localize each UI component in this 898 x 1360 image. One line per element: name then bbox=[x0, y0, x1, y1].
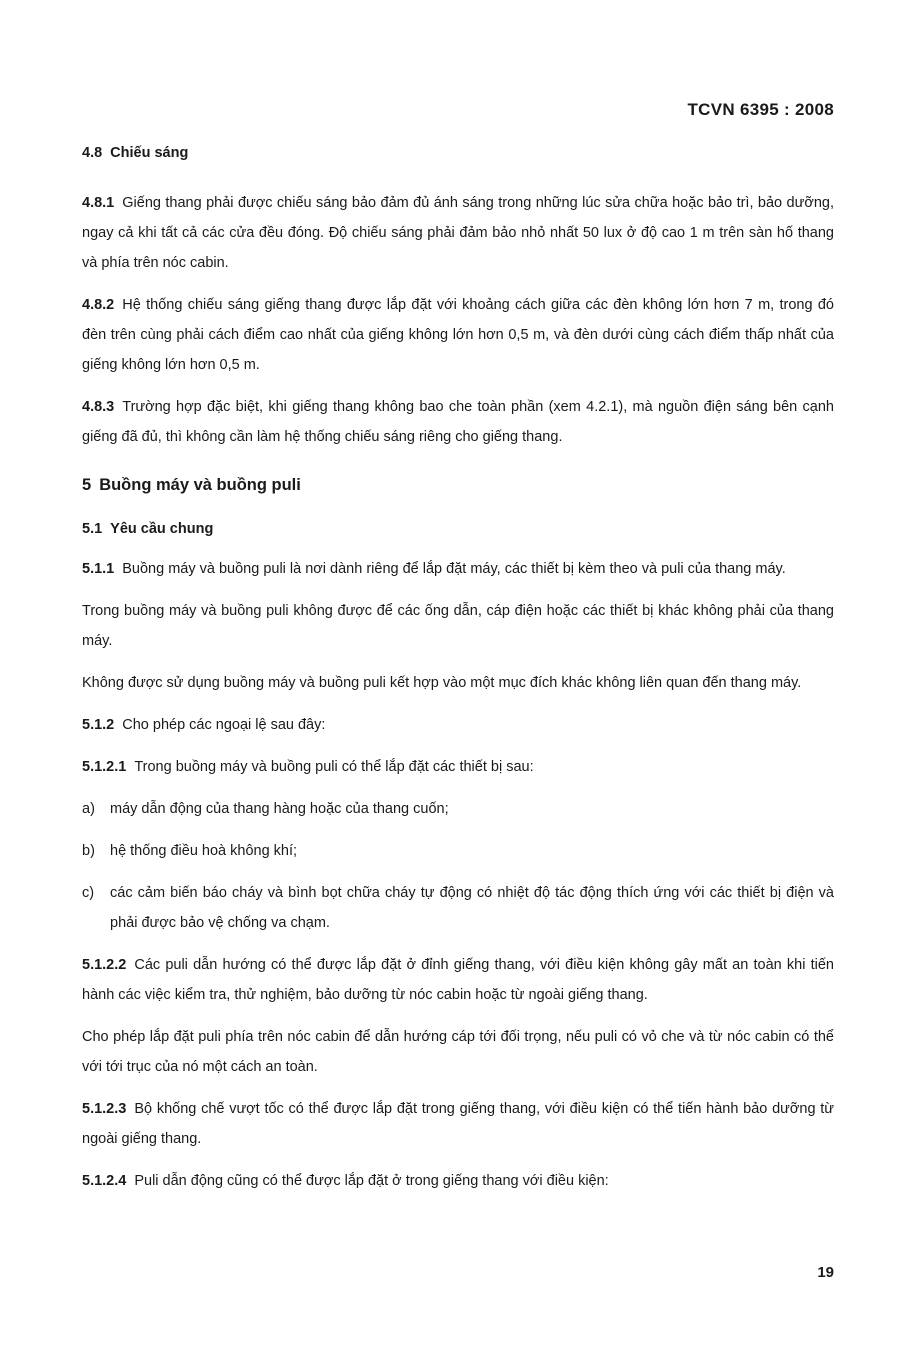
clause-number: 5.1.2.2 bbox=[82, 957, 127, 973]
clause-5-1-2-3 bbox=[82, 1094, 834, 1154]
clause-text: Buồng máy và buồng puli là nơi dành riêng để lắp đặt máy, các thiết bị kèm theo và puli của thang máy. bbox=[122, 561, 786, 577]
clause-number: 5.1.2.1 bbox=[82, 759, 127, 775]
clause-number: 4.8.1 bbox=[82, 195, 115, 211]
clause-5-1-2 bbox=[82, 710, 834, 740]
section-4-8-heading bbox=[82, 138, 834, 168]
clause-text: Các puli dẫn hướng có thể được lắp đặt ở đỉnh giếng thang, với điều kiện không gây mất an toàn khi tiến hành các việc kiểm tra, thử nghiệm, bảo dưỡng từ nóc cabin hoặc từ ngoài giếng thang. bbox=[82, 957, 834, 1003]
list-text: hệ thống điều hoà không khí; bbox=[110, 843, 298, 859]
clause-number: 4.8.2 bbox=[82, 297, 115, 313]
clause-text: Puli dẫn động cũng có thể được lắp đặt ở trong giếng thang với điều kiện: bbox=[134, 1173, 609, 1189]
section-number: 5.1 bbox=[82, 521, 103, 537]
list-item bbox=[82, 878, 834, 938]
section-5-heading bbox=[82, 470, 834, 500]
clause-5-1-2-2 bbox=[82, 950, 834, 1010]
section-title: Chiếu sáng bbox=[110, 145, 189, 161]
clause-number: 5.1.2.3 bbox=[82, 1101, 127, 1117]
clause-number: 5.1.1 bbox=[82, 561, 115, 577]
list-label: a) bbox=[82, 801, 95, 817]
list-item bbox=[82, 794, 834, 824]
clause-text: Giếng thang phải được chiếu sáng bảo đảm đủ ánh sáng trong những lúc sửa chữa hoặc bảo trì, bảo dưỡng, ngay cả khi tất cả các cửa đều đóng. Độ chiếu sáng phải đảm bảo nhỏ nhất 50 lux ở độ cao 1 m trên sàn hố thang và phía trên nóc cabin. bbox=[82, 195, 834, 271]
list-label: c) bbox=[82, 885, 95, 901]
paragraph: Cho phép lắp đặt puli phía trên nóc cabin để dẫn hướng cáp tới đối trọng, nếu puli có vỏ che và từ nóc cabin có thể với tới trục của nó một cách an toàn. bbox=[82, 1029, 834, 1075]
clause-5-1-2-1 bbox=[82, 752, 834, 782]
paragraph: Trong buồng máy và buồng puli không được để các ống dẫn, cáp điện hoặc các thiết bị khác không phải của thang máy. bbox=[82, 603, 834, 649]
clause-number: 4.8.3 bbox=[82, 399, 115, 415]
clause-text: Bộ khống chế vượt tốc có thể được lắp đặt trong giếng thang, với điều kiện có thể tiến hành bảo dưỡng từ ngoài giếng thang. bbox=[82, 1101, 834, 1147]
list-label: b) bbox=[82, 843, 95, 859]
section-number: 4.8 bbox=[82, 145, 103, 161]
clause-5-1-2-4 bbox=[82, 1166, 834, 1196]
section-title: Buồng máy và buồng puli bbox=[99, 476, 301, 494]
clause-4-8-2 bbox=[82, 290, 834, 380]
clause-text: Cho phép các ngoại lệ sau đây: bbox=[122, 717, 326, 733]
list-item bbox=[82, 836, 834, 866]
section-number: 5 bbox=[82, 476, 92, 494]
clause-text: Trong buồng máy và buồng puli có thể lắp đặt các thiết bị sau: bbox=[134, 759, 534, 775]
page-body bbox=[82, 138, 834, 1208]
clause-5-1-1 bbox=[82, 554, 834, 584]
clause-text: Trường hợp đặc biệt, khi giếng thang không bao che toàn phần (xem 4.2.1), mà nguồn điện sáng bên cạnh giếng đã đủ, thì không cần làm hệ thống chiếu sáng riêng cho giếng thang. bbox=[82, 399, 834, 445]
clause-number: 5.1.2.4 bbox=[82, 1173, 127, 1189]
clause-4-8-1 bbox=[82, 188, 834, 278]
paragraph: Không được sử dụng buồng máy và buồng puli kết hợp vào một mục đích khác không liên quan đến thang máy. bbox=[82, 675, 802, 691]
standard-code-header: TCVN 6395 : 2008 bbox=[687, 100, 834, 119]
list-text: máy dẫn động của thang hàng hoặc của thang cuốn; bbox=[110, 801, 449, 817]
page-number: 19 bbox=[817, 1264, 834, 1281]
section-title: Yêu cầu chung bbox=[110, 521, 214, 537]
clause-number: 5.1.2 bbox=[82, 717, 115, 733]
clause-4-8-3 bbox=[82, 392, 834, 452]
section-5-1-heading bbox=[82, 514, 834, 544]
clause-text: Hệ thống chiếu sáng giếng thang được lắp đặt với khoảng cách giữa các đèn không lớn hơn 7 m, trong đó đèn trên cùng phải cách điểm cao nhất của giếng không lớn hơn 0,5 m, và đèn dưới cùng cách điểm thấp nhất của giếng không lớn hơn 0,5 m. bbox=[82, 297, 834, 373]
list-text: các cảm biến báo cháy và bình bọt chữa cháy tự động có nhiệt độ tác động thích ứng với các thiết bị điện và phải được bảo vệ chống va chạm. bbox=[110, 885, 834, 931]
